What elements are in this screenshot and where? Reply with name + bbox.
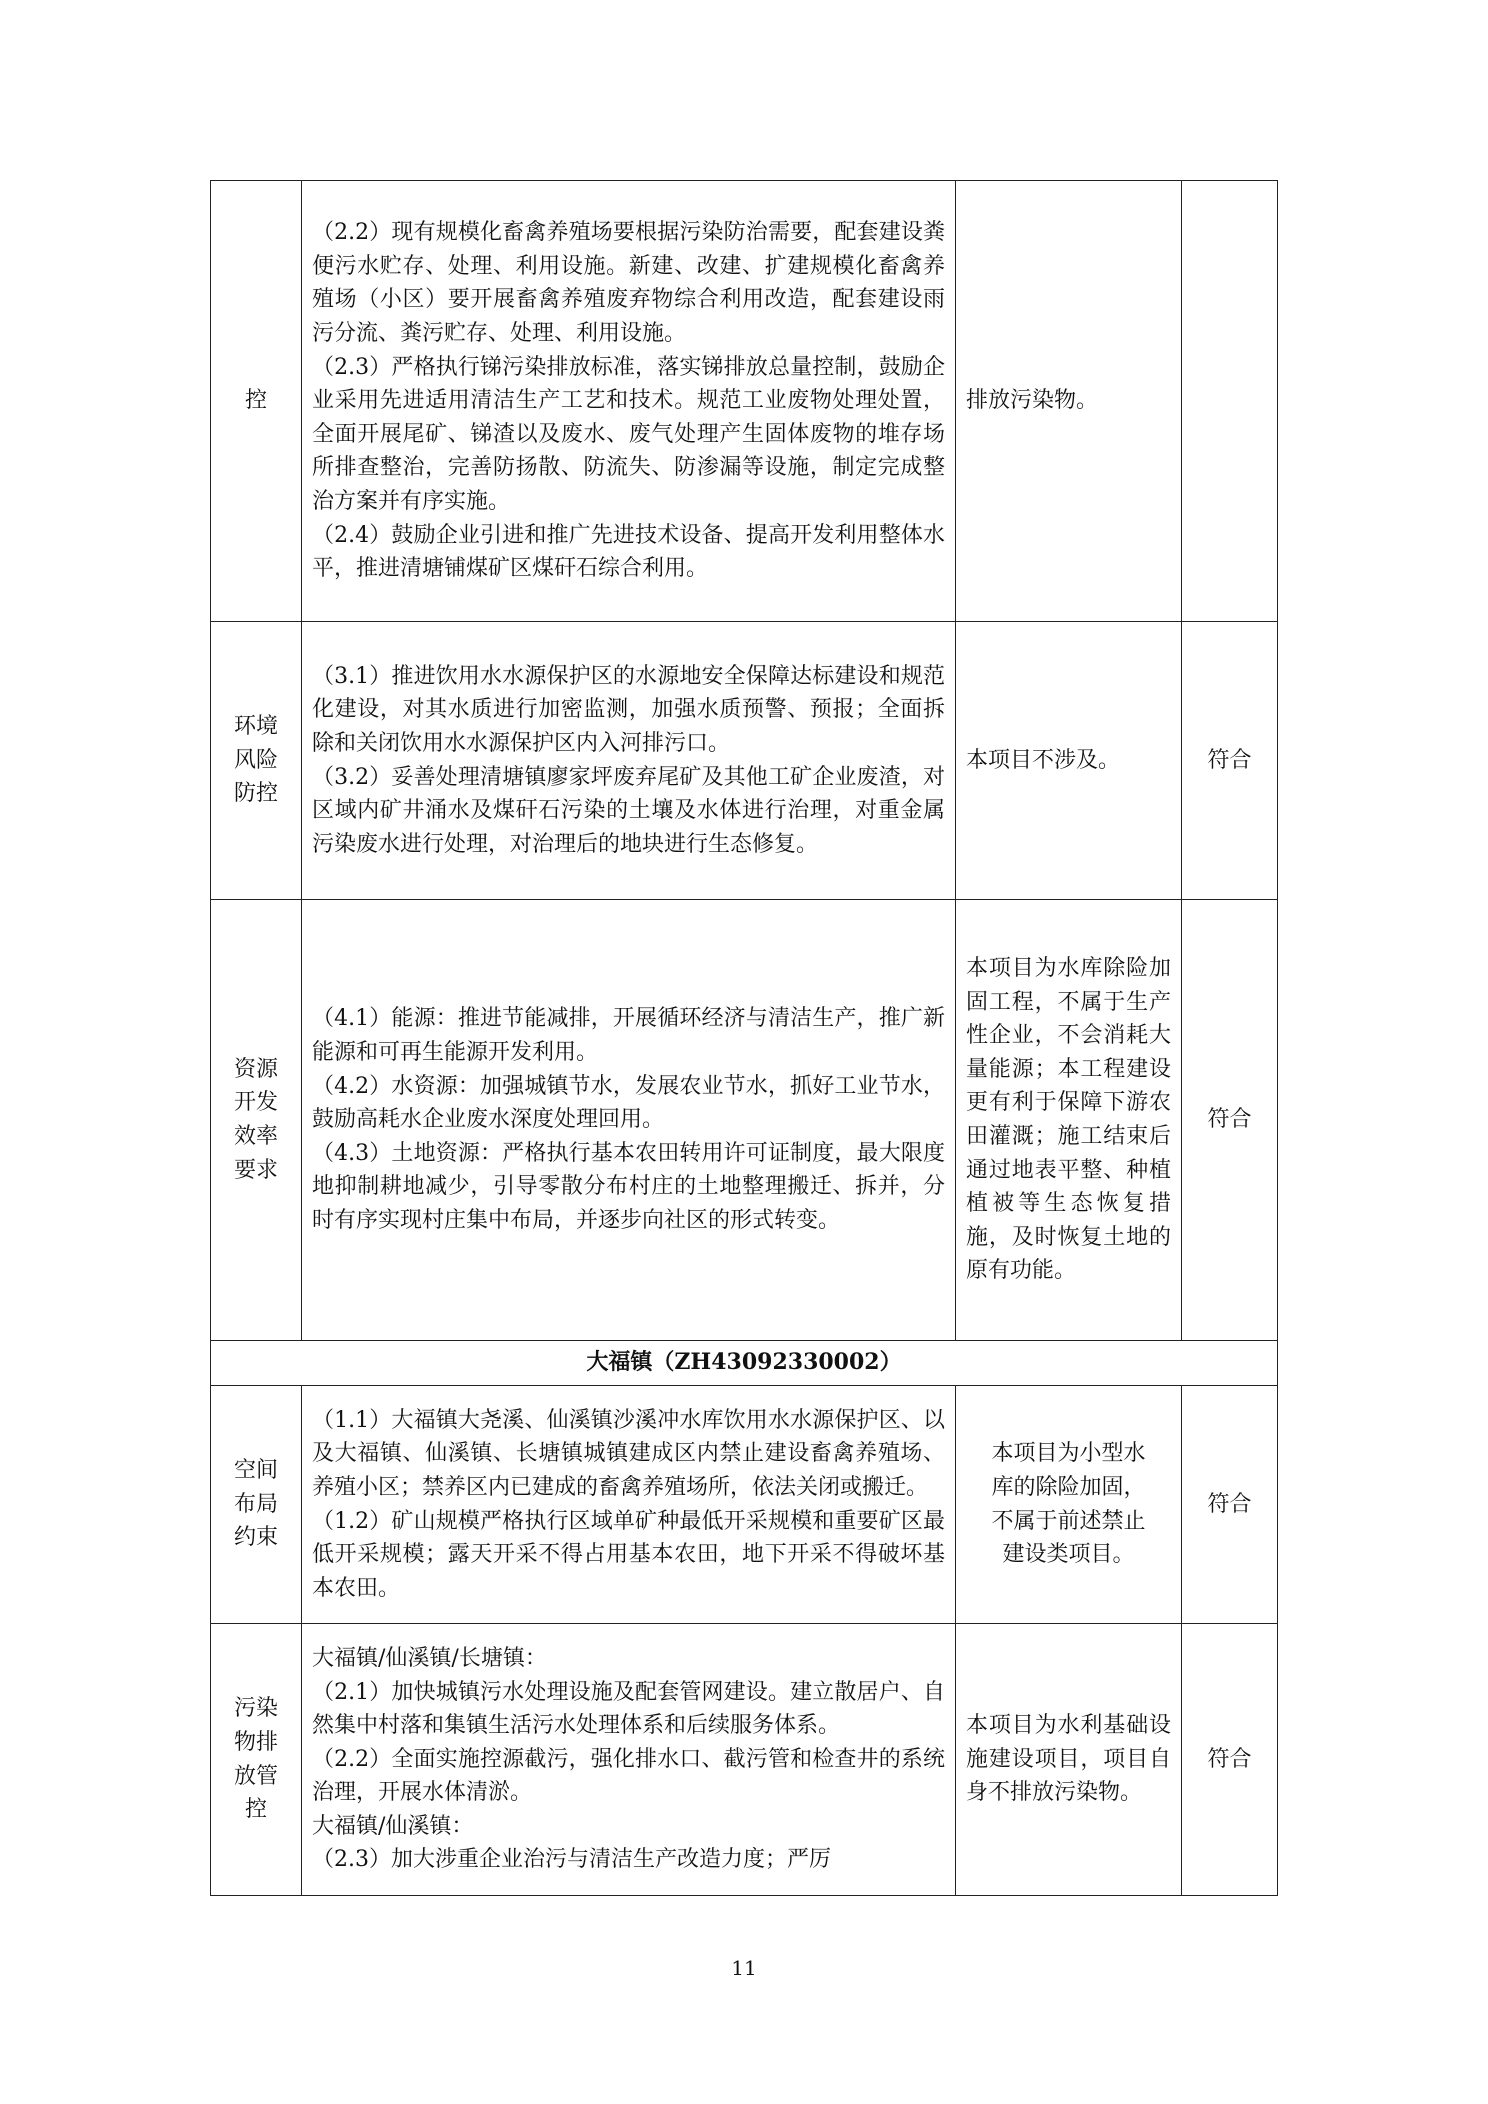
- result-cell: 符合: [1182, 900, 1278, 1341]
- category-cell: 空间 布局 约束: [211, 1386, 302, 1624]
- table-row-environmental-risk: [211, 622, 1278, 900]
- compliance-table: [210, 180, 1278, 1896]
- requirement-item: （1.1）大福镇大尧溪、仙溪镇沙溪冲水库饮用水水源保护区、以及大福镇、仙溪镇、长塘镇城镇建成区内禁止建设畜禽养殖场、养殖小区；禁养区内已建成的畜禽养殖场所，依法关闭或搬迁。: [312, 1407, 945, 1500]
- table-row-spatial-layout: [211, 1386, 1278, 1624]
- requirement-item: （3.2）妥善处理清塘镇廖家坪废弃尾矿及其他工矿企业废渣，对区域内矿井涌水及煤矸石污染的土壤及水体进行治理，对重金属污染废水进行处理，对治理后的地块进行生态修复。: [312, 764, 945, 857]
- category-cell: 污染 物排 放管 控: [211, 1624, 302, 1896]
- requirement-item: （2.4）鼓励企业引进和推广先进技术设备、提高开发利用整体水平，推进清塘铺煤矿区煤矸石综合利用。: [312, 522, 945, 582]
- requirements-cell: [302, 900, 956, 1341]
- requirement-item: 大福镇/仙溪镇/长塘镇：: [312, 1645, 547, 1671]
- table-row-pollution-control-cont: [211, 181, 1278, 622]
- requirement-item: 大福镇/仙溪镇：: [312, 1813, 474, 1839]
- page-number: 11: [731, 1956, 757, 1980]
- result-cell: 符合: [1182, 1386, 1278, 1624]
- requirement-item: （2.3）严格执行锑污染排放标准，落实锑排放总量控制，鼓励企业采用先进适用清洁生产工艺和技术。规范工业废物处理处置，全面开展尾矿、锑渣以及废水、废气处理产生固体废物的堆存场所排查整治，完善防扬散、防流失、防渗漏等设施，制定完成整治方案并有序实施。: [312, 354, 945, 514]
- requirements-cell: [302, 1386, 956, 1624]
- result-cell: 符合: [1182, 1624, 1278, 1896]
- requirement-item: （2.3）加大涉重企业治污与清洁生产改造力度；严厉: [312, 1847, 831, 1873]
- analysis-cell: 本项目不涉及。: [956, 622, 1182, 900]
- analysis-cell: 本项目为小型水 库的除险加固， 不属于前述禁止 建设类项目。: [956, 1386, 1182, 1624]
- table-row-town-header: [211, 1341, 1278, 1386]
- requirements-cell: [302, 622, 956, 900]
- category-cell: 资源 开发 效率 要求: [211, 900, 302, 1341]
- requirements-cell: [302, 181, 956, 622]
- requirement-item: （4.2）水资源：加强城镇节水，发展农业节水，抓好工业节水，鼓励高耗水企业废水深度处理回用。: [312, 1073, 945, 1133]
- requirement-item: （2.2）现有规模化畜禽养殖场要根据污染防治需要，配套建设粪便污水贮存、处理、利用设施。新建、改建、扩建规模化畜禽养殖场（小区）要开展畜禽养殖废弃物综合利用改造，配套建设雨污分流、粪污贮存、处理、利用设施。: [312, 220, 945, 347]
- result-cell: [1182, 181, 1278, 622]
- analysis-cell: 排放污染物。: [956, 181, 1182, 622]
- result-cell: 符合: [1182, 622, 1278, 900]
- table-row-resource-efficiency: [211, 900, 1278, 1341]
- table-row-pollutant-discharge: [211, 1624, 1278, 1896]
- category-cell: 环境 风险 防控: [211, 622, 302, 900]
- analysis-cell: 本项目为水利基础设施建设项目，项目自身不排放污染物。: [956, 1624, 1182, 1896]
- requirement-item: （3.1）推进饮用水水源保护区的水源地安全保障达标建设和规范化建设，对其水质进行加密监测，加强水质预警、预报；全面拆除和关闭饮用水水源保护区内入河排污口。: [312, 663, 945, 756]
- town-header: 大福镇（ZH43092330002）: [211, 1341, 1278, 1386]
- requirement-item: （2.2）全面实施控源截污，强化排水口、截污管和检查井的系统治理，开展水体清淤。: [312, 1746, 945, 1806]
- requirement-item: （4.1）能源：推进节能减排，开展循环经济与清洁生产，推广新能源和可再生能源开发利用。: [312, 1006, 945, 1066]
- requirement-item: （2.1）加快城镇污水处理设施及配套管网建设。建立散居户、自然集中村落和集镇生活污水处理体系和后续服务体系。: [312, 1679, 945, 1739]
- analysis-cell: 本项目为水库除险加固工程，不属于生产性企业，不会消耗大量能源；本工程建设更有利于保障下游农田灌溉；施工结束后通过地表平整、种植植被等生态恢复措施，及时恢复土地的原有功能。: [956, 900, 1182, 1341]
- requirement-item: （4.3）土地资源：严格执行基本农田转用许可证制度，最大限度地抑制耕地减少，引导零散分布村庄的土地整理搬迁、拆并，分时有序实现村庄集中布局，并逐步向社区的形式转变。: [312, 1140, 945, 1233]
- requirement-item: （1.2）矿山规模严格执行区域单矿种最低开采规模和重要矿区最低开采规模；露天开采不得占用基本农田，地下开采不得破坏基本农田。: [312, 1508, 945, 1601]
- category-cell: 控: [211, 181, 302, 622]
- requirements-cell: [302, 1624, 956, 1896]
